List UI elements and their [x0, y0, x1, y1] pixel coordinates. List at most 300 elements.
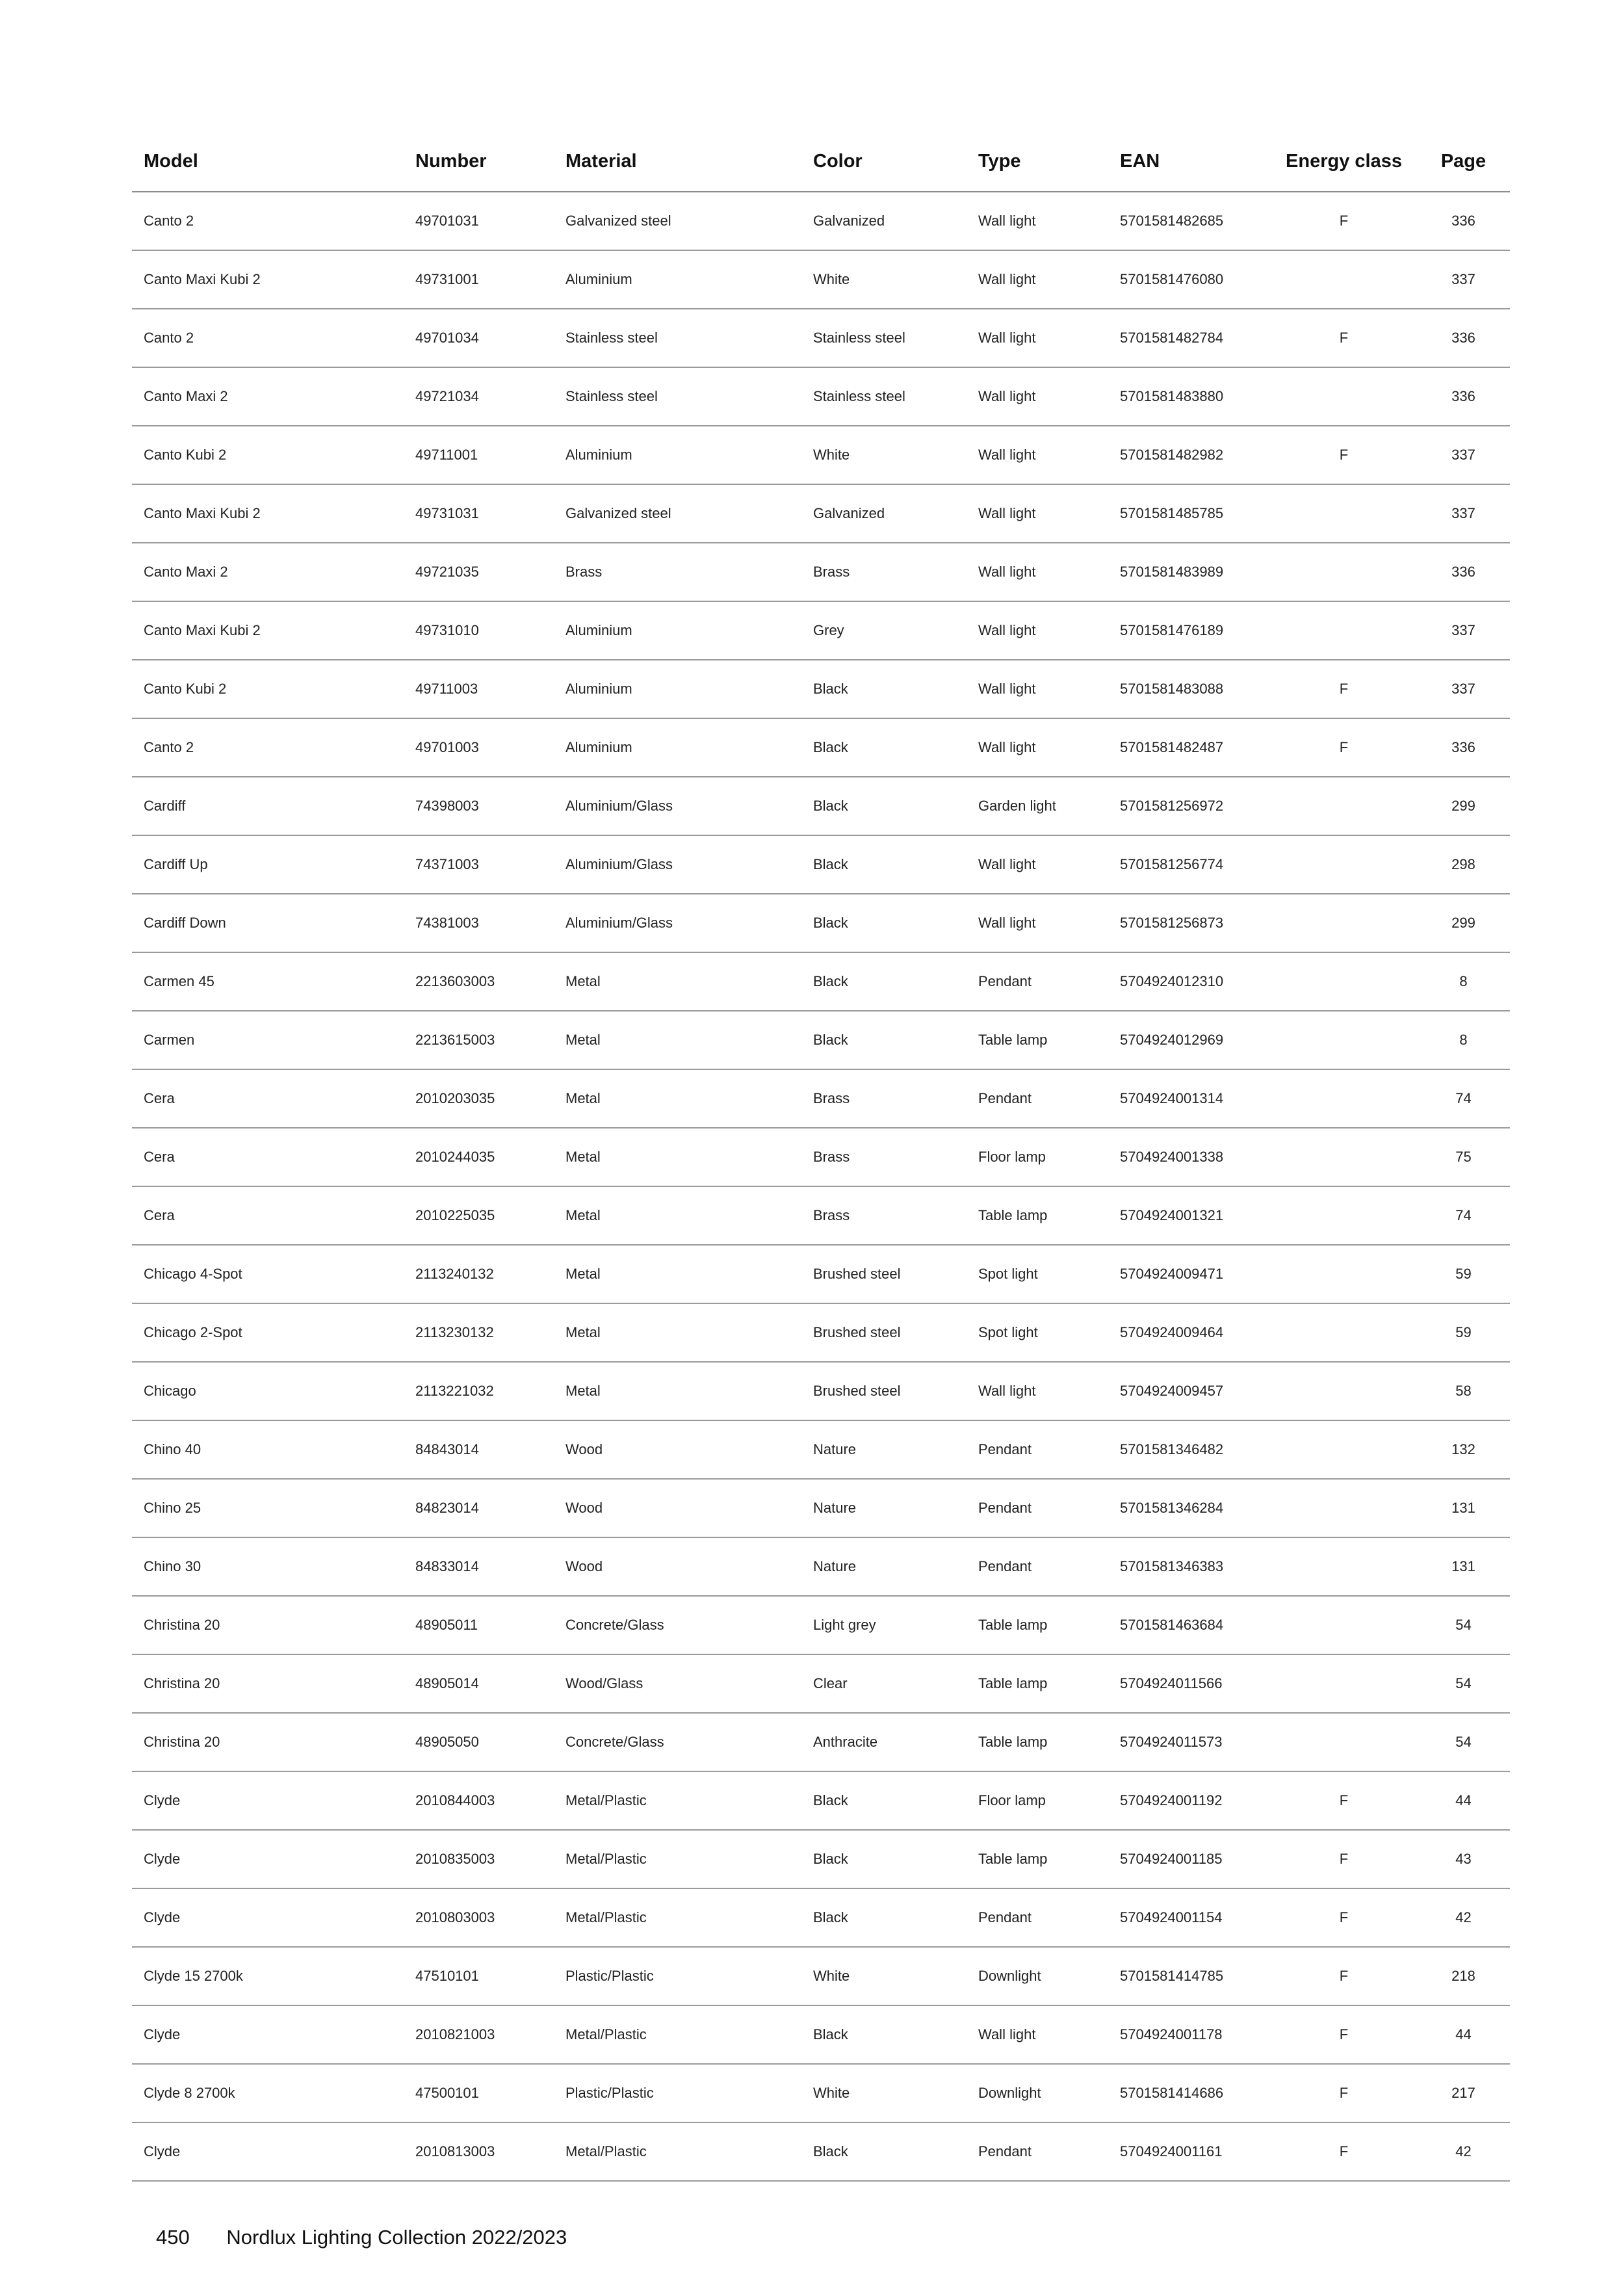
cell-number: 48905050	[404, 1713, 554, 1771]
cell-model: Chicago	[132, 1362, 404, 1420]
cell-material: Galvanized steel	[554, 192, 801, 250]
cell-color: Black	[801, 894, 967, 952]
cell-type: Table lamp	[967, 1186, 1108, 1245]
table-row	[132, 601, 1510, 660]
cell-page: 336	[1417, 543, 1510, 601]
cell-page: 131	[1417, 1537, 1510, 1596]
table-row	[132, 1420, 1510, 1479]
cell-type: Wall light	[967, 250, 1108, 309]
cell-model: Canto Maxi Kubi 2	[132, 601, 404, 660]
cell-ean: 5704924001161	[1108, 2122, 1271, 2181]
cell-color: Black	[801, 777, 967, 835]
cell-material: Aluminium/Glass	[554, 835, 801, 894]
cell-ean: 5701581485785	[1108, 484, 1271, 543]
table-row	[132, 1947, 1510, 2005]
cell-number: 2010803003	[404, 1888, 554, 1947]
cell-type: Pendant	[967, 1479, 1108, 1537]
cell-ean: 5701581346482	[1108, 1420, 1271, 1479]
table-row	[132, 1069, 1510, 1128]
cell-energy-class	[1271, 1654, 1417, 1713]
cell-type: Pendant	[967, 1537, 1108, 1596]
cell-energy-class: F	[1271, 2122, 1417, 2181]
cell-color: Black	[801, 2122, 967, 2181]
table-row	[132, 1654, 1510, 1713]
cell-energy-class: F	[1271, 660, 1417, 718]
cell-color: Black	[801, 952, 967, 1011]
cell-material: Concrete/Glass	[554, 1596, 801, 1654]
cell-number: 49731001	[404, 250, 554, 309]
cell-page: 337	[1417, 484, 1510, 543]
cell-page: 44	[1417, 2005, 1510, 2064]
cell-number: 84823014	[404, 1479, 554, 1537]
table-body	[132, 192, 1510, 2181]
cell-page: 337	[1417, 426, 1510, 484]
cell-page: 218	[1417, 1947, 1510, 2005]
cell-material: Metal/Plastic	[554, 1830, 801, 1888]
cell-material: Metal/Plastic	[554, 2122, 801, 2181]
cell-model: Canto Maxi Kubi 2	[132, 250, 404, 309]
cell-model: Canto 2	[132, 309, 404, 367]
table-row	[132, 718, 1510, 777]
cell-ean: 5701581414686	[1108, 2064, 1271, 2122]
cell-energy-class	[1271, 1186, 1417, 1245]
table-row	[132, 952, 1510, 1011]
cell-type: Floor lamp	[967, 1128, 1108, 1186]
cell-material: Galvanized steel	[554, 484, 801, 543]
table-row	[132, 1537, 1510, 1596]
cell-page: 74	[1417, 1186, 1510, 1245]
cell-color: Brass	[801, 543, 967, 601]
page-number: 450	[156, 2226, 190, 2249]
cell-page: 298	[1417, 835, 1510, 894]
cell-material: Wood	[554, 1479, 801, 1537]
cell-page: 44	[1417, 1771, 1510, 1830]
cell-type: Downlight	[967, 2064, 1108, 2122]
table-row	[132, 1186, 1510, 1245]
cell-number: 49701003	[404, 718, 554, 777]
cell-color: Black	[801, 1771, 967, 1830]
cell-page: 8	[1417, 1011, 1510, 1069]
cell-ean: 5701581482487	[1108, 718, 1271, 777]
cell-model: Cardiff Up	[132, 835, 404, 894]
cell-model: Chino 30	[132, 1537, 404, 1596]
cell-ean: 5701581463684	[1108, 1596, 1271, 1654]
cell-color: Black	[801, 1830, 967, 1888]
cell-number: 49731031	[404, 484, 554, 543]
cell-color: Brushed steel	[801, 1245, 967, 1303]
cell-color: Clear	[801, 1654, 967, 1713]
cell-material: Metal	[554, 1011, 801, 1069]
table-row	[132, 2064, 1510, 2122]
cell-energy-class	[1271, 484, 1417, 543]
cell-page: 336	[1417, 367, 1510, 426]
cell-material: Metal	[554, 1128, 801, 1186]
cell-number: 49701031	[404, 192, 554, 250]
cell-page: 59	[1417, 1303, 1510, 1362]
cell-type: Pendant	[967, 1888, 1108, 1947]
table-row	[132, 894, 1510, 952]
cell-material: Aluminium	[554, 250, 801, 309]
cell-energy-class	[1271, 1069, 1417, 1128]
cell-type: Table lamp	[967, 1654, 1108, 1713]
cell-ean: 5701581476080	[1108, 250, 1271, 309]
cell-energy-class	[1271, 1362, 1417, 1420]
cell-ean: 5701581346284	[1108, 1479, 1271, 1537]
cell-color: Nature	[801, 1420, 967, 1479]
cell-ean: 5701581483989	[1108, 543, 1271, 601]
cell-energy-class	[1271, 250, 1417, 309]
cell-ean: 5704924009457	[1108, 1362, 1271, 1420]
cell-ean: 5704924011573	[1108, 1713, 1271, 1771]
cell-number: 2010203035	[404, 1069, 554, 1128]
table-row	[132, 835, 1510, 894]
cell-page: 54	[1417, 1596, 1510, 1654]
table-row	[132, 484, 1510, 543]
cell-material: Metal	[554, 952, 801, 1011]
cell-energy-class: F	[1271, 2005, 1417, 2064]
cell-ean: 5701581482982	[1108, 426, 1271, 484]
cell-page: 336	[1417, 718, 1510, 777]
header-page: Page	[1417, 132, 1510, 192]
cell-ean: 5704924011566	[1108, 1654, 1271, 1713]
cell-energy-class	[1271, 601, 1417, 660]
cell-type: Table lamp	[967, 1596, 1108, 1654]
cell-color: Black	[801, 2005, 967, 2064]
cell-ean: 5701581483880	[1108, 367, 1271, 426]
cell-energy-class	[1271, 777, 1417, 835]
cell-color: Brushed steel	[801, 1303, 967, 1362]
cell-model: Cera	[132, 1069, 404, 1128]
cell-color: Black	[801, 1888, 967, 1947]
cell-energy-class: F	[1271, 1947, 1417, 2005]
cell-color: Brass	[801, 1069, 967, 1128]
cell-type: Garden light	[967, 777, 1108, 835]
cell-color: Brushed steel	[801, 1362, 967, 1420]
table-row	[132, 2005, 1510, 2064]
cell-page: 299	[1417, 777, 1510, 835]
cell-model: Canto 2	[132, 192, 404, 250]
cell-type: Floor lamp	[967, 1771, 1108, 1830]
cell-number: 2010244035	[404, 1128, 554, 1186]
cell-energy-class	[1271, 1011, 1417, 1069]
cell-type: Wall light	[967, 309, 1108, 367]
cell-page: 54	[1417, 1654, 1510, 1713]
cell-type: Pendant	[967, 2122, 1108, 2181]
cell-material: Metal	[554, 1303, 801, 1362]
cell-energy-class	[1271, 1420, 1417, 1479]
cell-material: Wood	[554, 1420, 801, 1479]
cell-color: Anthracite	[801, 1713, 967, 1771]
table-row	[132, 1479, 1510, 1537]
cell-type: Wall light	[967, 718, 1108, 777]
table-row	[132, 1771, 1510, 1830]
cell-energy-class	[1271, 1596, 1417, 1654]
cell-type: Pendant	[967, 952, 1108, 1011]
cell-number: 84833014	[404, 1537, 554, 1596]
cell-energy-class: F	[1271, 1830, 1417, 1888]
cell-material: Concrete/Glass	[554, 1713, 801, 1771]
cell-number: 84843014	[404, 1420, 554, 1479]
cell-ean: 5701581256774	[1108, 835, 1271, 894]
cell-type: Table lamp	[967, 1713, 1108, 1771]
cell-material: Aluminium/Glass	[554, 894, 801, 952]
cell-material: Metal/Plastic	[554, 1771, 801, 1830]
cell-type: Table lamp	[967, 1830, 1108, 1888]
cell-type: Wall light	[967, 835, 1108, 894]
cell-number: 49731010	[404, 601, 554, 660]
cell-model: Canto 2	[132, 718, 404, 777]
cell-type: Wall light	[967, 2005, 1108, 2064]
cell-number: 74371003	[404, 835, 554, 894]
cell-type: Wall light	[967, 367, 1108, 426]
cell-number: 2213603003	[404, 952, 554, 1011]
cell-number: 47500101	[404, 2064, 554, 2122]
cell-model: Chicago 2-Spot	[132, 1303, 404, 1362]
cell-material: Wood	[554, 1537, 801, 1596]
cell-material: Stainless steel	[554, 309, 801, 367]
cell-type: Wall light	[967, 426, 1108, 484]
cell-ean: 5701581256972	[1108, 777, 1271, 835]
table-row	[132, 309, 1510, 367]
cell-number: 74381003	[404, 894, 554, 952]
cell-model: Christina 20	[132, 1713, 404, 1771]
cell-material: Brass	[554, 543, 801, 601]
cell-color: White	[801, 1947, 967, 2005]
cell-ean: 5701581482784	[1108, 309, 1271, 367]
cell-page: 75	[1417, 1128, 1510, 1186]
cell-page: 42	[1417, 2122, 1510, 2181]
cell-number: 2010821003	[404, 2005, 554, 2064]
cell-page: 58	[1417, 1362, 1510, 1420]
cell-page: 59	[1417, 1245, 1510, 1303]
cell-type: Pendant	[967, 1069, 1108, 1128]
cell-energy-class: F	[1271, 309, 1417, 367]
table-row	[132, 1011, 1510, 1069]
cell-page: 8	[1417, 952, 1510, 1011]
cell-model: Cera	[132, 1128, 404, 1186]
cell-page: 336	[1417, 192, 1510, 250]
header-material: Material	[554, 132, 801, 192]
cell-number: 47510101	[404, 1947, 554, 2005]
cell-ean: 5701581256873	[1108, 894, 1271, 952]
cell-color: White	[801, 426, 967, 484]
cell-model: Cardiff	[132, 777, 404, 835]
cell-number: 2113221032	[404, 1362, 554, 1420]
cell-color: Black	[801, 835, 967, 894]
cell-color: Brass	[801, 1186, 967, 1245]
cell-page: 74	[1417, 1069, 1510, 1128]
cell-energy-class: F	[1271, 192, 1417, 250]
cell-number: 2213615003	[404, 1011, 554, 1069]
cell-energy-class	[1271, 835, 1417, 894]
cell-material: Metal	[554, 1362, 801, 1420]
table-row	[132, 426, 1510, 484]
cell-model: Canto Maxi Kubi 2	[132, 484, 404, 543]
table-row	[132, 1830, 1510, 1888]
cell-model: Clyde	[132, 2005, 404, 2064]
cell-energy-class	[1271, 367, 1417, 426]
cell-number: 2010844003	[404, 1771, 554, 1830]
table-row	[132, 192, 1510, 250]
cell-material: Aluminium	[554, 601, 801, 660]
cell-model: Clyde	[132, 1830, 404, 1888]
cell-color: Nature	[801, 1537, 967, 1596]
header-ean: EAN	[1108, 132, 1271, 192]
cell-number: 49721035	[404, 543, 554, 601]
cell-page: 54	[1417, 1713, 1510, 1771]
cell-color: Brass	[801, 1128, 967, 1186]
cell-material: Aluminium	[554, 718, 801, 777]
cell-type: Wall light	[967, 543, 1108, 601]
cell-color: Galvanized	[801, 484, 967, 543]
cell-model: Clyde	[132, 1771, 404, 1830]
header-color: Color	[801, 132, 967, 192]
cell-color: Grey	[801, 601, 967, 660]
cell-model: Cardiff Down	[132, 894, 404, 952]
cell-page: 337	[1417, 660, 1510, 718]
cell-color: Galvanized	[801, 192, 967, 250]
cell-model: Chino 25	[132, 1479, 404, 1537]
cell-energy-class	[1271, 1128, 1417, 1186]
cell-ean: 5704924012969	[1108, 1011, 1271, 1069]
table-row	[132, 1888, 1510, 1947]
cell-page: 42	[1417, 1888, 1510, 1947]
table-row	[132, 367, 1510, 426]
header-model: Model	[132, 132, 404, 192]
table-row	[132, 543, 1510, 601]
cell-number: 2010225035	[404, 1186, 554, 1245]
cell-model: Canto Maxi 2	[132, 367, 404, 426]
header-number: Number	[404, 132, 554, 192]
cell-energy-class	[1271, 1245, 1417, 1303]
cell-number: 49701034	[404, 309, 554, 367]
cell-material: Stainless steel	[554, 367, 801, 426]
cell-energy-class	[1271, 1537, 1417, 1596]
cell-model: Carmen	[132, 1011, 404, 1069]
cell-model: Christina 20	[132, 1596, 404, 1654]
cell-ean: 5704924009464	[1108, 1303, 1271, 1362]
cell-material: Aluminium/Glass	[554, 777, 801, 835]
cell-color: Light grey	[801, 1596, 967, 1654]
table-row	[132, 1303, 1510, 1362]
cell-model: Clyde	[132, 1888, 404, 1947]
cell-type: Wall light	[967, 192, 1108, 250]
cell-type: Wall light	[967, 484, 1108, 543]
cell-energy-class: F	[1271, 1771, 1417, 1830]
cell-material: Aluminium	[554, 660, 801, 718]
cell-model: Canto Maxi 2	[132, 543, 404, 601]
table-row	[132, 2122, 1510, 2181]
cell-page: 217	[1417, 2064, 1510, 2122]
cell-material: Metal/Plastic	[554, 2005, 801, 2064]
cell-page: 299	[1417, 894, 1510, 952]
cell-model: Clyde	[132, 2122, 404, 2181]
table-row	[132, 1362, 1510, 1420]
cell-ean: 5704924001178	[1108, 2005, 1271, 2064]
cell-model: Chicago 4-Spot	[132, 1245, 404, 1303]
cell-model: Clyde 8 2700k	[132, 2064, 404, 2122]
cell-material: Metal/Plastic	[554, 1888, 801, 1947]
cell-number: 2010835003	[404, 1830, 554, 1888]
cell-color: White	[801, 250, 967, 309]
cell-type: Pendant	[967, 1420, 1108, 1479]
table-row	[132, 1713, 1510, 1771]
product-index-table	[132, 132, 1510, 2182]
cell-model: Carmen 45	[132, 952, 404, 1011]
cell-material: Metal	[554, 1245, 801, 1303]
cell-material: Plastic/Plastic	[554, 2064, 801, 2122]
cell-energy-class: F	[1271, 426, 1417, 484]
cell-ean: 5704924001338	[1108, 1128, 1271, 1186]
table-row	[132, 777, 1510, 835]
cell-energy-class	[1271, 1303, 1417, 1362]
cell-material: Metal	[554, 1186, 801, 1245]
cell-type: Spot light	[967, 1303, 1108, 1362]
cell-energy-class	[1271, 952, 1417, 1011]
cell-model: Christina 20	[132, 1654, 404, 1713]
cell-number: 74398003	[404, 777, 554, 835]
cell-energy-class	[1271, 543, 1417, 601]
cell-material: Aluminium	[554, 426, 801, 484]
cell-type: Spot light	[967, 1245, 1108, 1303]
cell-number: 48905014	[404, 1654, 554, 1713]
cell-number: 48905011	[404, 1596, 554, 1654]
cell-page: 43	[1417, 1830, 1510, 1888]
cell-model: Canto Kubi 2	[132, 660, 404, 718]
cell-color: Stainless steel	[801, 309, 967, 367]
cell-model: Clyde 15 2700k	[132, 1947, 404, 2005]
cell-number: 2010813003	[404, 2122, 554, 2181]
cell-page: 337	[1417, 250, 1510, 309]
cell-color: Black	[801, 660, 967, 718]
cell-model: Chino 40	[132, 1420, 404, 1479]
cell-type: Wall light	[967, 894, 1108, 952]
cell-ean: 5704924001154	[1108, 1888, 1271, 1947]
cell-number: 49711003	[404, 660, 554, 718]
cell-ean: 5704924001314	[1108, 1069, 1271, 1128]
cell-ean: 5701581483088	[1108, 660, 1271, 718]
page-footer	[156, 2226, 567, 2249]
cell-number: 2113240132	[404, 1245, 554, 1303]
cell-ean: 5704924012310	[1108, 952, 1271, 1011]
cell-ean: 5704924009471	[1108, 1245, 1271, 1303]
cell-type: Wall light	[967, 1362, 1108, 1420]
cell-energy-class	[1271, 1713, 1417, 1771]
cell-page: 132	[1417, 1420, 1510, 1479]
cell-page: 337	[1417, 601, 1510, 660]
table-row	[132, 1128, 1510, 1186]
publication-title: Nordlux Lighting Collection 2022/2023	[226, 2226, 567, 2249]
cell-color: Black	[801, 718, 967, 777]
cell-material: Metal	[554, 1069, 801, 1128]
cell-ean: 5704924001185	[1108, 1830, 1271, 1888]
cell-type: Table lamp	[967, 1011, 1108, 1069]
table-row	[132, 250, 1510, 309]
cell-ean: 5701581476189	[1108, 601, 1271, 660]
table-row	[132, 660, 1510, 718]
cell-energy-class	[1271, 894, 1417, 952]
cell-ean: 5701581346383	[1108, 1537, 1271, 1596]
cell-number: 49711001	[404, 426, 554, 484]
cell-color: Stainless steel	[801, 367, 967, 426]
table-row	[132, 1596, 1510, 1654]
cell-model: Canto Kubi 2	[132, 426, 404, 484]
cell-ean: 5701581414785	[1108, 1947, 1271, 2005]
cell-number: 49721034	[404, 367, 554, 426]
cell-page: 336	[1417, 309, 1510, 367]
cell-material: Plastic/Plastic	[554, 1947, 801, 2005]
cell-energy-class	[1271, 1479, 1417, 1537]
